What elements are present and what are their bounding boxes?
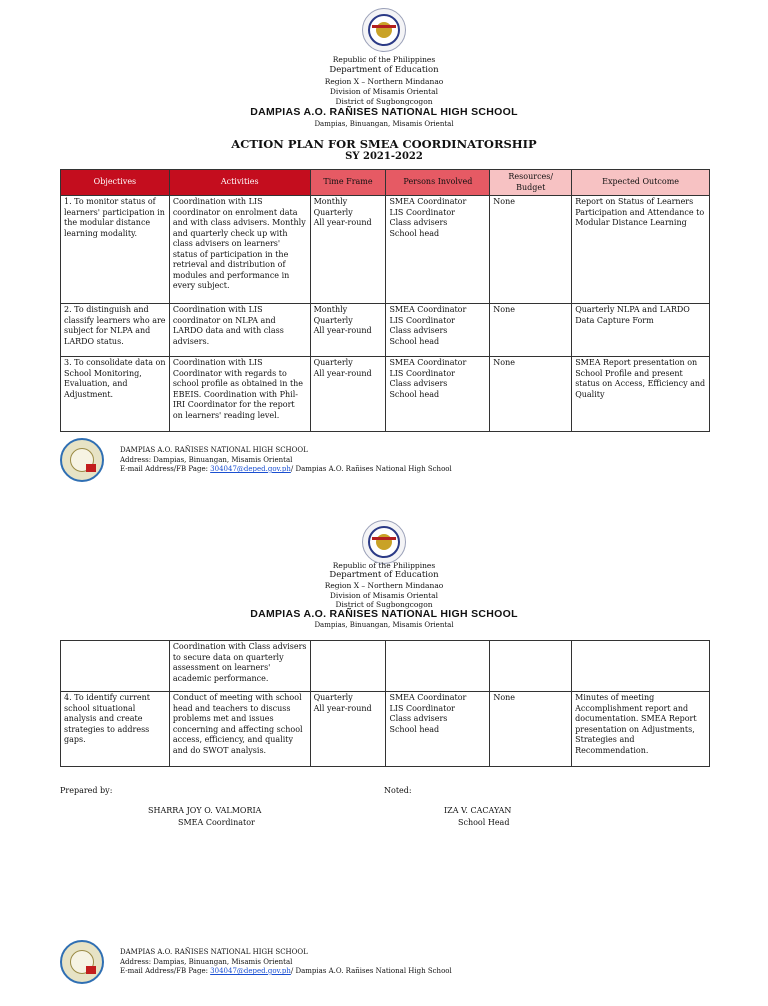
email-link[interactable]: 304047@deped.gov.ph bbox=[210, 465, 291, 473]
footer-contact: E-mail Address/FB Page: 304047@deped.gov.ph/ Dampias A.O. Rañises National High School bbox=[120, 465, 452, 473]
persons-cell: SMEA Coordinator LIS Coordinator Class advisers School head bbox=[386, 357, 490, 432]
time-frame-cell: Monthly Quarterly All year-round bbox=[310, 304, 386, 357]
table-row bbox=[61, 692, 710, 767]
activities-cell: Conduct of meeting with school head and teachers to discuss problems met and issues concerning and affecting school access, efficiency, and quality and do SWOT analysis. bbox=[169, 692, 310, 767]
outcome-cell: Report on Status of Learners Participation and Attendance to Modular Distance Learning bbox=[572, 196, 710, 304]
activities-cell: Coordination with LIS coordinator on NLPA and LARDO data and with class advisers. bbox=[169, 304, 310, 357]
persons-cell: SMEA Coordinator LIS Coordinator Class advisers School head bbox=[386, 196, 490, 304]
objective-cell: 1. To monitor status of learners' participation in the modular distance learning modality. bbox=[61, 196, 170, 304]
persons-cell: SMEA Coordinator LIS Coordinator Class advisers School head bbox=[386, 304, 490, 357]
objective-cell: 4. To identify current school situational analysis and create strategies to address gaps. bbox=[61, 692, 170, 767]
prepared-role: SMEA Coordinator bbox=[178, 818, 255, 827]
resources-cell: None bbox=[490, 692, 572, 767]
prepared-name: SHARRA JOY O. VALMORIA bbox=[148, 806, 262, 815]
activities-cell: Coordination with LIS Coordinator with regards to school profile as obtained in the EBEIS. Coordination with Phil-IRI Coordinator for the report on learners' reading level. bbox=[169, 357, 310, 432]
table-row bbox=[61, 357, 710, 432]
deped-seal-icon bbox=[362, 520, 406, 564]
table-row bbox=[61, 641, 710, 692]
republic-line: Republic of the Philippines bbox=[332, 561, 436, 570]
header-time-frame: Time Frame bbox=[310, 170, 386, 196]
outcome-cell: SMEA Report presentation on School Profile and present status on Access, Efficiency and Quality bbox=[572, 357, 710, 432]
district-line: District of Sugbongcogon bbox=[335, 97, 433, 106]
resources-cell: None bbox=[490, 304, 572, 357]
header-objectives: Objectives bbox=[61, 170, 170, 196]
school-address: Dampias, Binuangan, Misamis Oriental bbox=[314, 621, 454, 629]
school-address: Dampias, Binuangan, Misamis Oriental bbox=[314, 120, 454, 128]
region-line: Region X – Northern Mindanao bbox=[324, 77, 444, 86]
resources-cell: None bbox=[490, 357, 572, 432]
footer-school: DAMPIAS A.O. RAÑISES NATIONAL HIGH SCHOOL bbox=[120, 948, 308, 956]
resources-cell: None bbox=[490, 196, 572, 304]
action-plan-table-continued bbox=[60, 640, 710, 767]
activities-cell: Coordination with LIS coordinator on enrolment data and with class advisers. Monthly and quarterly check up with class advisers on learners' status of participation in the retrieval and distribution of modules and performance in every subject. bbox=[169, 196, 310, 304]
time-frame-cell bbox=[310, 641, 386, 692]
prepared-by-label: Prepared by: bbox=[60, 786, 113, 795]
footer-school: DAMPIAS A.O. RAÑISES NATIONAL HIGH SCHOOL bbox=[120, 446, 308, 454]
outcome-cell: Quarterly NLPA and LARDO Data Capture Form bbox=[572, 304, 710, 357]
division-line: Division of Misamis Oriental bbox=[329, 87, 439, 96]
page-title: ACTION PLAN FOR SMEA COORDINATORSHIP bbox=[231, 137, 537, 151]
objective-cell bbox=[61, 641, 170, 692]
page-footer bbox=[60, 438, 700, 488]
header-persons-involved: Persons Involved bbox=[386, 170, 490, 196]
header-expected-outcome: Expected Outcome bbox=[572, 170, 710, 196]
objective-cell: 2. To distinguish and classify learners who are subject for NLPA and LARDO status. bbox=[61, 304, 170, 357]
school-year: SY 2021-2022 bbox=[345, 151, 423, 162]
page-1 bbox=[0, 0, 768, 500]
page-2 bbox=[0, 510, 768, 1006]
page-footer bbox=[60, 940, 700, 990]
objective-cell: 3. To consolidate data on School Monitoring, Evaluation, and Adjustment. bbox=[61, 357, 170, 432]
region-line: Region X – Northern Mindanao bbox=[324, 581, 444, 590]
outcome-cell: Minutes of meeting Accomplishment report and documentation. SMEA Report presentation on Adjustments, Strategies and Recommendation. bbox=[572, 692, 710, 767]
school-logo-icon bbox=[60, 438, 104, 482]
time-frame-cell: Quarterly All year-round bbox=[310, 692, 386, 767]
deped-seal-icon bbox=[362, 8, 406, 52]
footer-contact: E-mail Address/FB Page: 304047@deped.gov.ph/ Dampias A.O. Rañises National High School bbox=[120, 967, 452, 975]
table-row bbox=[61, 304, 710, 357]
time-frame-cell: Monthly Quarterly All year-round bbox=[310, 196, 386, 304]
noted-name: IZA V. CACAYAN bbox=[444, 806, 512, 815]
noted-label: Noted: bbox=[384, 786, 412, 795]
action-plan-table bbox=[60, 169, 710, 432]
school-name: DAMPIAS A.O. RAÑISES NATIONAL HIGH SCHOOL bbox=[250, 608, 518, 620]
department-line: Department of Education bbox=[329, 65, 439, 75]
division-line: Division of Misamis Oriental bbox=[329, 591, 439, 600]
outcome-cell bbox=[572, 641, 710, 692]
school-name: DAMPIAS A.O. RAÑISES NATIONAL HIGH SCHOOL bbox=[250, 106, 518, 118]
activities-cell: Coordination with Class advisers to secure data on quarterly assessment on learners' academic performance. bbox=[169, 641, 310, 692]
school-logo-icon bbox=[60, 940, 104, 984]
noted-role: School Head bbox=[458, 818, 510, 827]
persons-cell: SMEA Coordinator LIS Coordinator Class advisers School head bbox=[386, 692, 490, 767]
republic-line: Republic of the Philippines bbox=[332, 55, 436, 64]
district-line: District of Sugbongcogon bbox=[335, 600, 433, 609]
department-line: Department of Education bbox=[329, 570, 439, 580]
time-frame-cell: Quarterly All year-round bbox=[310, 357, 386, 432]
header-activities: Activities bbox=[169, 170, 310, 196]
persons-cell bbox=[386, 641, 490, 692]
header-resources-budget: Resources/ Budget bbox=[490, 170, 572, 196]
email-link[interactable]: 304047@deped.gov.ph bbox=[210, 967, 291, 975]
resources-cell bbox=[490, 641, 572, 692]
footer-address: Address: Dampias, Binuangan, Misamis Oriental bbox=[120, 958, 293, 966]
table-row bbox=[61, 196, 710, 304]
footer-address: Address: Dampias, Binuangan, Misamis Oriental bbox=[120, 456, 293, 464]
